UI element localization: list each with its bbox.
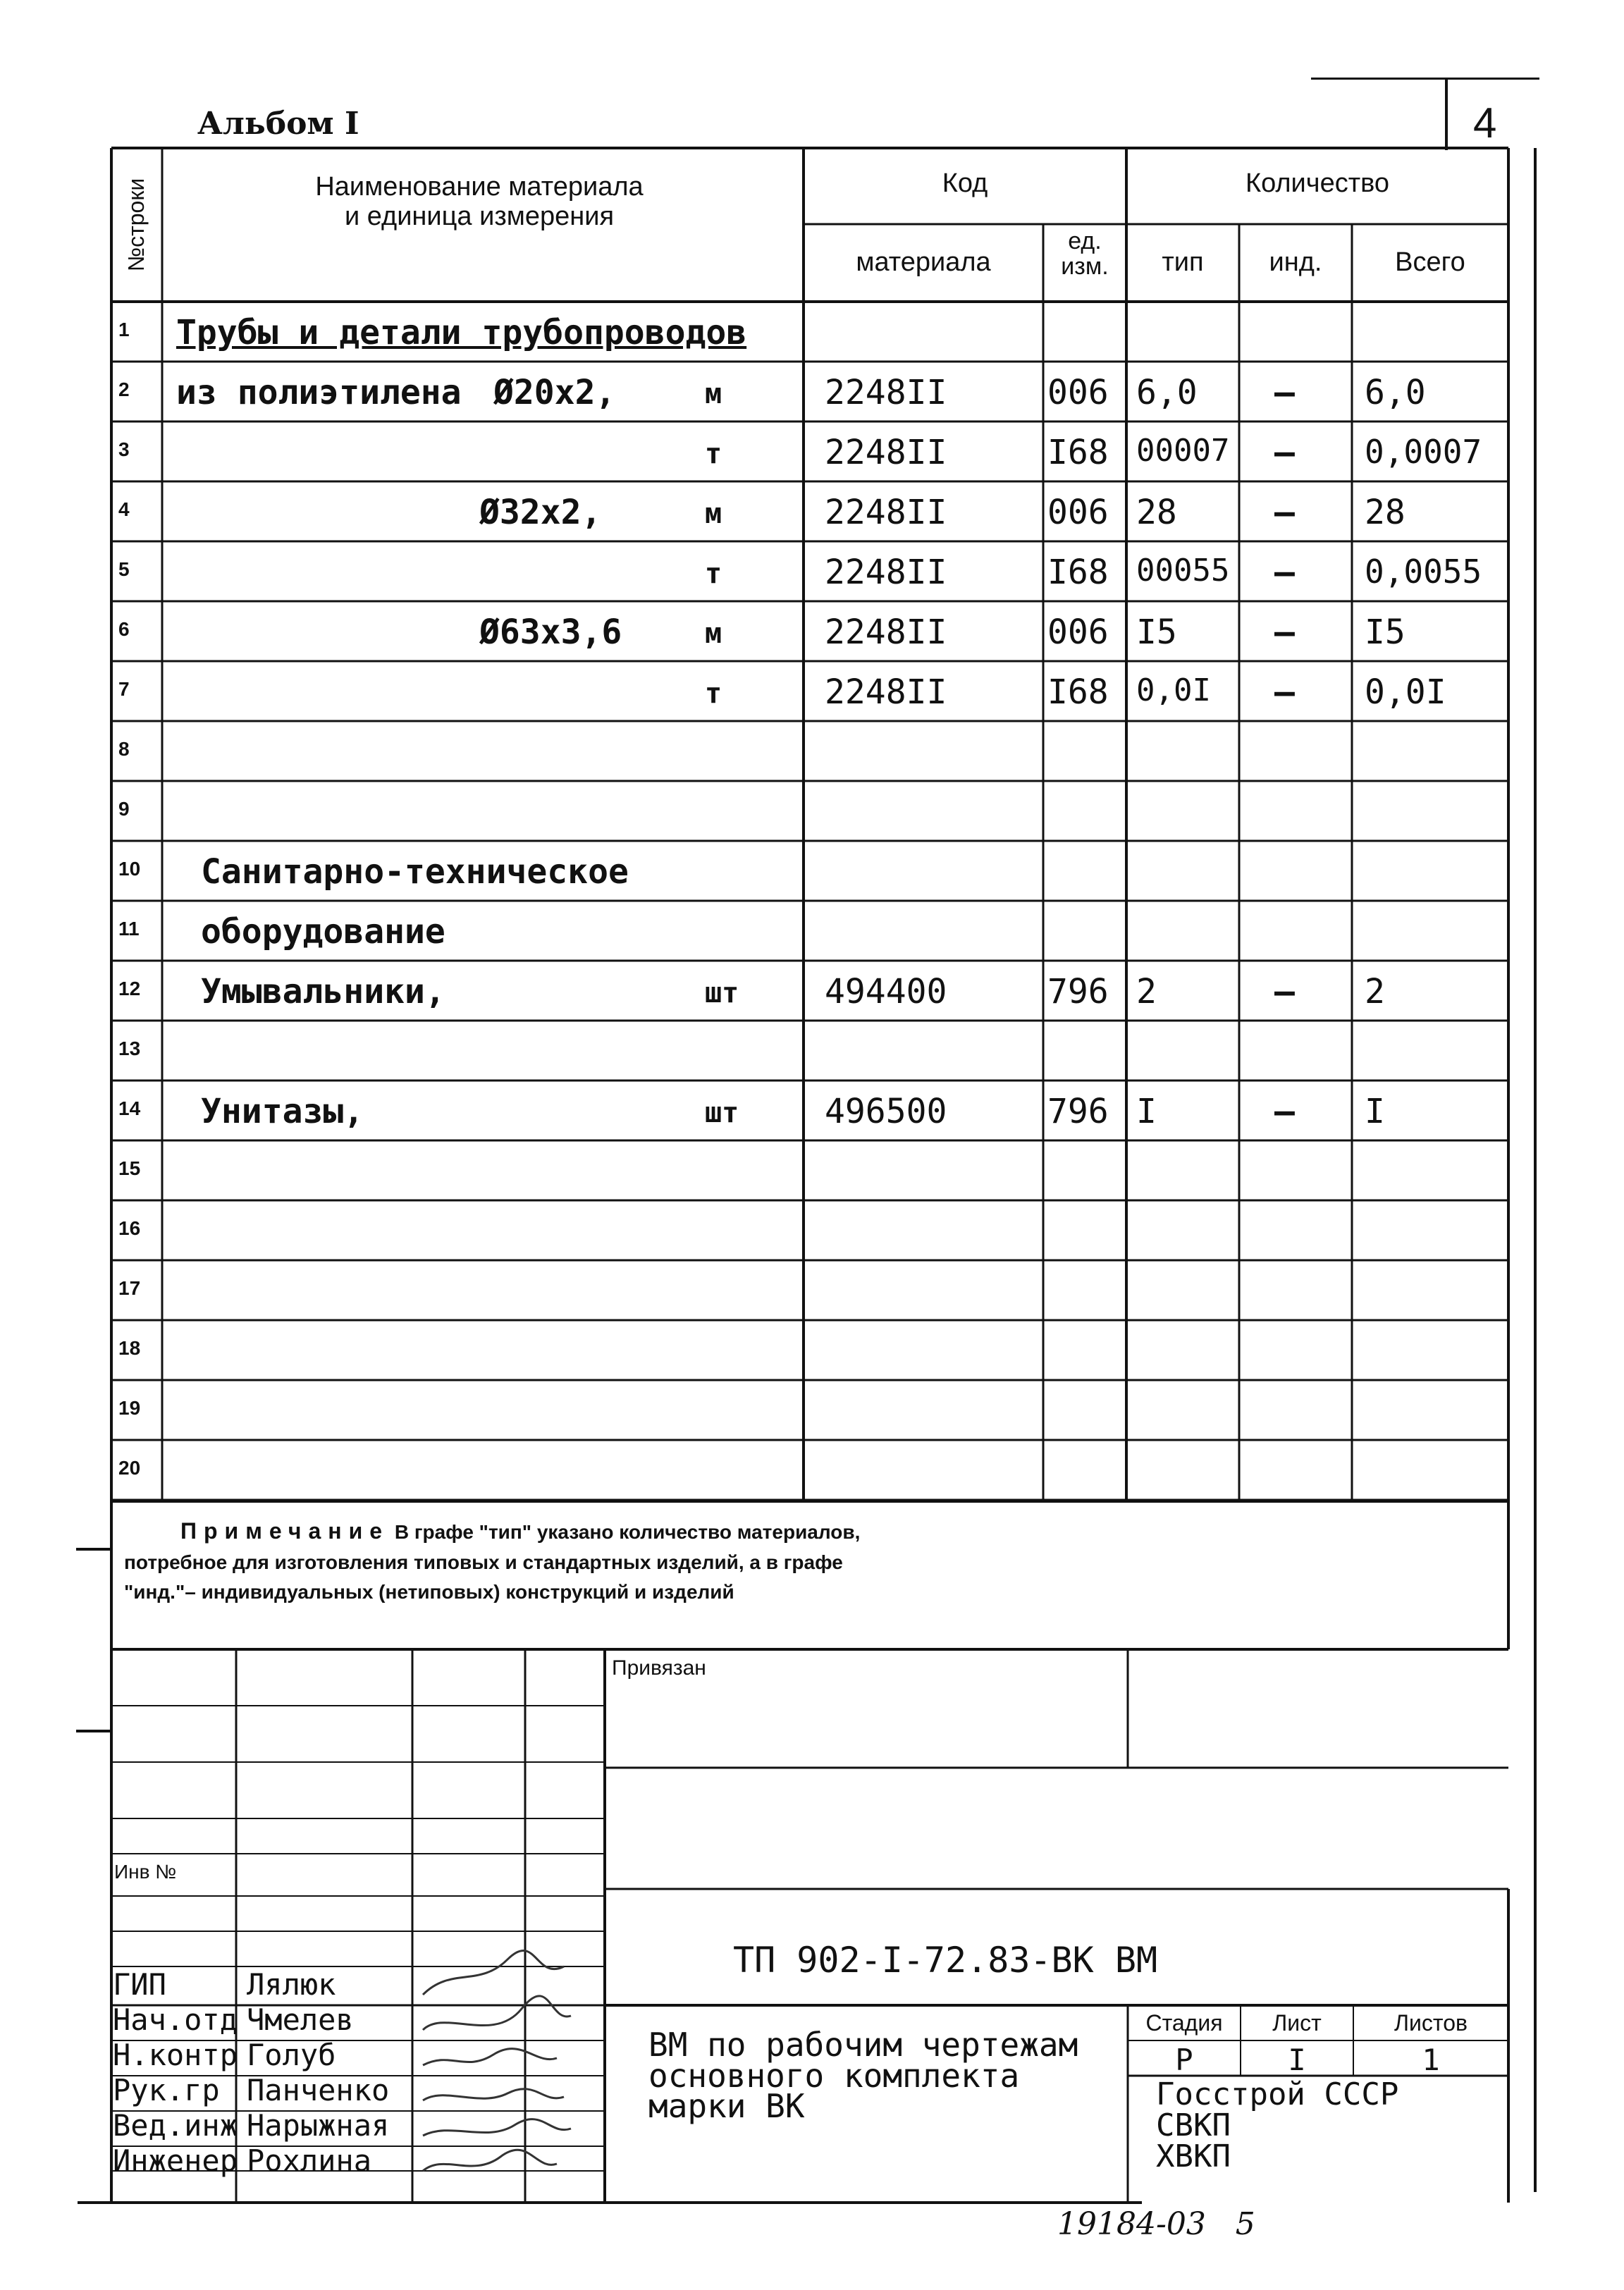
row-unit-code: I68 <box>1047 672 1109 712</box>
row-number: 20 <box>118 1457 141 1479</box>
row-number: 1 <box>118 319 130 340</box>
row-qty-type: 00055 <box>1136 553 1230 589</box>
row-name: Унитазы, <box>201 1092 364 1131</box>
row-name: Санитарно-техническое <box>201 852 629 892</box>
sheets-label: Листов <box>1394 2010 1468 2036</box>
row-material-code: 494400 <box>825 972 947 1011</box>
row-unit-code: I68 <box>1047 433 1109 472</box>
row-name: из полиэтилена <box>176 373 462 412</box>
row-size: Ø63x3,6 <box>479 612 622 652</box>
row-qty-type: I <box>1136 1092 1157 1131</box>
row-unit: м <box>705 378 722 410</box>
signature-role: Инженер <box>113 2143 238 2178</box>
row-qty-type: 0,0I <box>1136 672 1211 708</box>
qty-total-header: Всего <box>1395 247 1465 277</box>
note-text: В графе "тип" указано количество материалов, потребное для изготовления типовых и стандартных изделий, а в графе "инд."– индивидуальных (нетиповых) конструкций и изделий <box>124 1521 861 1603</box>
row-name: Трубы и детали трубопроводов <box>176 313 747 352</box>
row-qty-type: I5 <box>1136 612 1177 652</box>
row-material-code: 2248II <box>825 493 947 532</box>
row-unit-code: I68 <box>1047 553 1109 592</box>
row-number: 13 <box>118 1038 141 1059</box>
name-column-header: Наименование материала и единица измерения <box>315 172 644 231</box>
row-unit-code: 796 <box>1047 1092 1109 1131</box>
row-number: 7 <box>118 678 130 700</box>
row-number: 3 <box>118 438 130 460</box>
row-number: 14 <box>118 1097 141 1119</box>
row-qty-total: 0,0I <box>1365 672 1446 712</box>
row-qty-type: 28 <box>1136 493 1177 532</box>
attached-label: Привязан <box>612 1656 706 1680</box>
row-qty-total: 6,0 <box>1365 373 1426 412</box>
row-material-code: 2248II <box>825 373 947 412</box>
qty-type-header: тип <box>1162 247 1204 277</box>
row-number: 18 <box>118 1337 141 1359</box>
inv-number-label: Инв № <box>114 1861 177 1883</box>
album-label: Альбом I <box>197 106 359 142</box>
signature-role: Нач.отд <box>113 2002 238 2037</box>
row-number: 5 <box>118 558 130 580</box>
code-group-header: Код <box>942 168 988 198</box>
row-unit: т <box>705 677 722 710</box>
sheet-value: I <box>1288 2043 1306 2077</box>
row-qty-ind: – <box>1274 612 1295 652</box>
row-size: Ø20x2, <box>493 373 616 412</box>
row-qty-total: I5 <box>1365 612 1405 652</box>
code-unit-header: ед. изм. <box>1061 228 1109 280</box>
document-code: ТП 902-I-72.83-ВК ВМ <box>733 1940 1158 1981</box>
row-number: 12 <box>118 978 141 999</box>
code-material-header: материала <box>856 247 991 277</box>
row-material-code: 2248II <box>825 553 947 592</box>
signature-scribbles <box>423 1950 571 2171</box>
signature-role: Рук.гр <box>113 2073 220 2107</box>
row-number: 2 <box>118 378 130 400</box>
sheet-label: Лист <box>1272 2010 1322 2036</box>
row-qty-type: 2 <box>1136 972 1157 1011</box>
row-qty-type: 00007 <box>1136 433 1230 469</box>
row-number: 19 <box>118 1397 141 1419</box>
row-qty-ind: – <box>1274 972 1295 1011</box>
row-qty-type: 6,0 <box>1136 373 1198 412</box>
signature-role: Н.контр <box>113 2038 238 2072</box>
row-name: оборудование <box>201 912 445 952</box>
row-qty-ind: – <box>1274 433 1295 472</box>
row-material-code: 2248II <box>825 433 947 472</box>
row-qty-total: 0,0055 <box>1365 553 1482 591</box>
row-qty-ind: – <box>1274 672 1295 712</box>
row-qty-total: 0,0007 <box>1365 433 1482 471</box>
row-unit-code: 006 <box>1047 493 1109 532</box>
signature-role: ГИП <box>113 1967 166 2002</box>
signature-name: Чмелев <box>247 2002 354 2037</box>
row-unit: шт <box>705 1097 739 1129</box>
row-qty-total: 28 <box>1365 493 1405 532</box>
row-number: 8 <box>118 738 130 760</box>
organization: Госстрой СССР СВКП ХВКП <box>1156 2076 1399 2174</box>
row-size: Ø32x2, <box>479 493 602 532</box>
signature-name: Голуб <box>247 2038 336 2072</box>
qty-ind-header: инд. <box>1269 247 1322 277</box>
row-qty-ind: – <box>1274 553 1295 592</box>
row-number: 17 <box>118 1277 141 1299</box>
sheet-number: 4 <box>1473 99 1497 147</box>
row-unit: т <box>705 558 722 590</box>
handwritten-archive-number: 19184-03 5 <box>1057 2206 1255 2242</box>
signature-name: Лялюк <box>247 1967 336 2002</box>
row-unit: т <box>705 438 722 470</box>
signature-name: Рохлина <box>247 2143 372 2178</box>
row-number: 10 <box>118 858 141 880</box>
row-number: 4 <box>118 498 130 520</box>
row-unit-code: 796 <box>1047 972 1109 1011</box>
row-unit: м <box>705 498 722 530</box>
row-number: 16 <box>118 1217 141 1239</box>
row-number: 9 <box>118 798 130 820</box>
row-unit-code: 006 <box>1047 373 1109 412</box>
stage-value: Р <box>1175 2043 1193 2077</box>
qty-group-header: Количество <box>1245 168 1390 198</box>
row-material-code: 2248II <box>825 612 947 652</box>
stage-label: Стадия <box>1145 2010 1223 2036</box>
sheets-value: 1 <box>1422 2043 1440 2077</box>
row-qty-total: I <box>1365 1092 1385 1131</box>
document-title: ВМ по рабочим чертежам основного комплекта марки ВК <box>648 2026 1078 2126</box>
signature-role: Вед.инж <box>113 2108 238 2143</box>
note-lead: Примечание <box>180 1518 390 1544</box>
row-qty-ind: – <box>1274 373 1295 412</box>
row-number: 11 <box>118 918 140 940</box>
row-qty-total: 2 <box>1365 972 1385 1011</box>
row-unit-code: 006 <box>1047 612 1109 652</box>
row-qty-ind: – <box>1274 493 1295 532</box>
row-number: 6 <box>118 618 130 640</box>
row-unit: м <box>705 617 722 650</box>
row-material-code: 496500 <box>825 1092 947 1131</box>
row-unit: шт <box>705 977 739 1009</box>
signature-name: Нарыжная <box>247 2108 390 2143</box>
row-number: 15 <box>118 1157 141 1179</box>
row-material-code: 2248II <box>825 672 947 712</box>
row-number-header: №строки <box>123 178 149 272</box>
signature-name: Панченко <box>247 2073 390 2107</box>
row-qty-ind: – <box>1274 1092 1295 1131</box>
row-name: Умывальники, <box>201 972 445 1011</box>
